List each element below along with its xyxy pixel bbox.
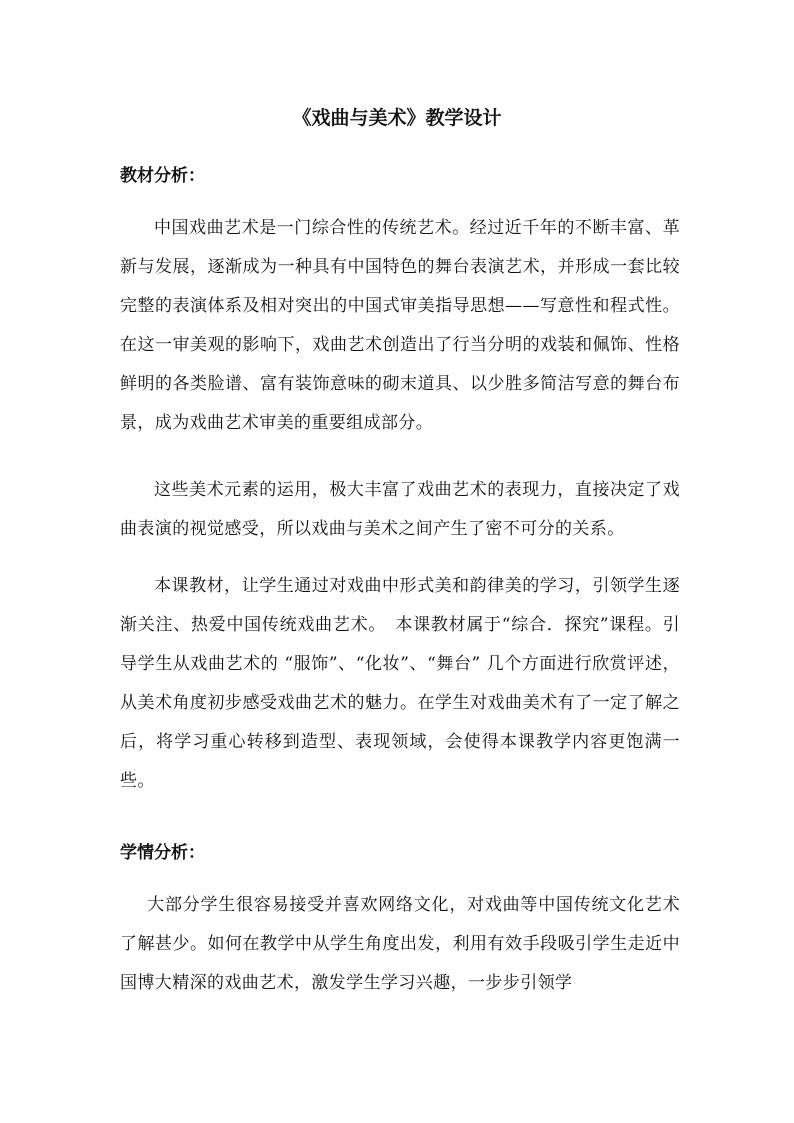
paragraph-textbook-1: 中国戏曲艺术是一门综合性的传统艺术。经过近千年的不断丰富、革新与发展，逐渐成为一种具有中国特色的舞台表演艺术，并形成一套比较完整的表演体系及相对突出的中国式审美指导思想——写意性和程式性。在这一审美观的影响下，戏曲艺术创造出了行当分明的戏装和佩饰、性格鲜明的各类脸谱、富有装饰意味的砌末道具、以少胜多简洁写意的舞台布景，成为戏曲艺术审美的重要组成部分。 [120,218,680,433]
paragraph-textbook-2: 这些美术元素的运用，极大丰富了戏曲艺术的表现力，直接决定了戏曲表演的视觉感受，所以戏曲与美术之间产生了密不可分的关系。 [120,480,680,539]
section-heading-learner-analysis: 学情分析： [120,843,205,863]
paragraph-textbook-3: 本课教材，让学生通过对戏曲中形式美和韵律美的学习，引领学生逐渐关注、热爱中国传统戏曲艺术。 本课教材属于“综合．探究”课程。引导学生从戏曲艺术的 “服饰”、“化妆”、“舞台” 几个方面进行欣赏评述，从美术角度初步感受戏曲艺术的魅力。在学生对戏曲美术有了一定了解之后，将学习重心转移到造型、表现领域，会使得本课教学内容更饱满一些。 [120,576,680,791]
document-title: 《戏曲与美术》教学设计 [292,107,502,129]
section-heading-textbook-analysis: 教材分析： [120,166,205,186]
paragraph-learner-1: 大部分学生很容易接受并喜欢网络文化，对戏曲等中国传统文化艺术了解甚少。如何在教学中从学生角度出发，利用有效手段吸引学生走近中国博大精深的戏曲艺术，激发学生学习兴趣，一步步引领学 [120,895,680,993]
